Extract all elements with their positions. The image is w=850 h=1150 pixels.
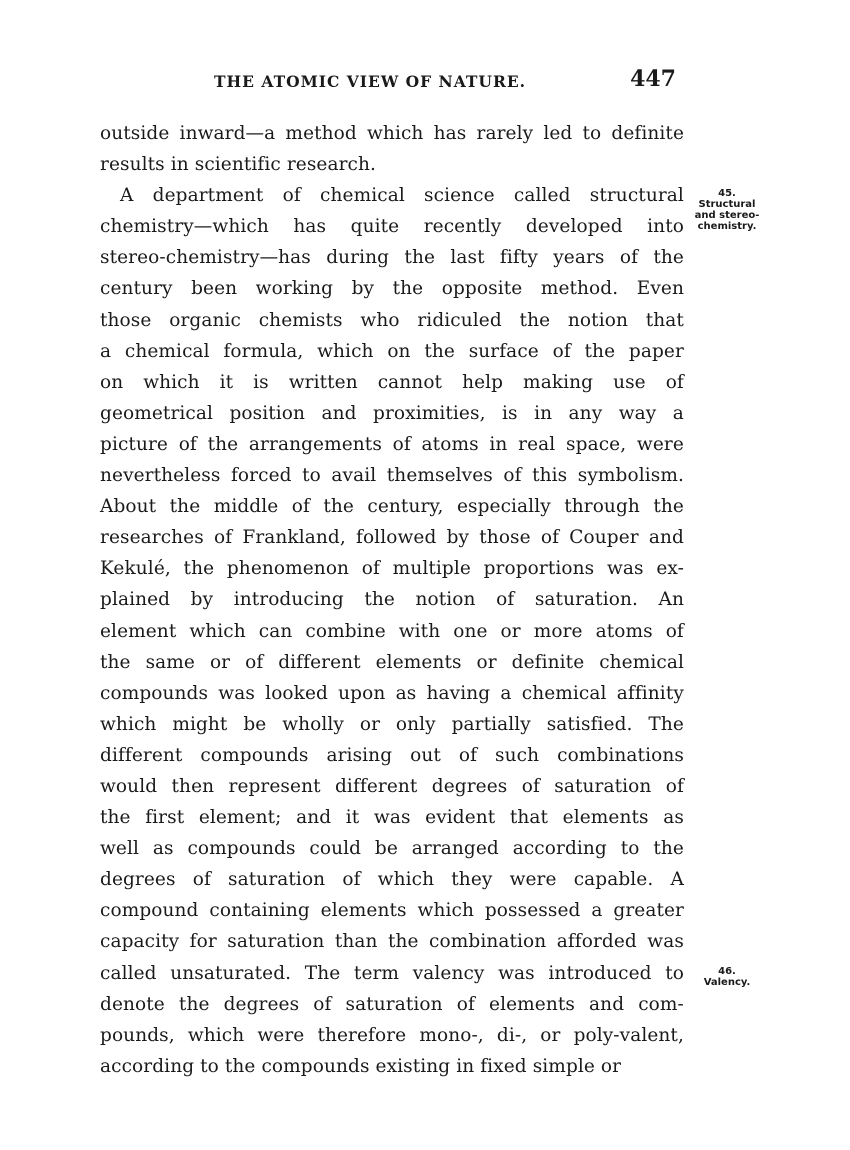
margin-note-line: chemistry. [697, 221, 757, 232]
text-line: pounds, which were therefore mono-, di-, or poly-valent, [100, 1024, 684, 1046]
text-line: would then represent different degrees of saturation of [100, 775, 684, 797]
margin-note-number: 46. [718, 966, 736, 977]
text-line: century been working by the opposite method. Even [100, 278, 684, 300]
text-line: which might be wholly or only partially satisfied. The [100, 713, 684, 735]
margin-note-structural-chemistry [686, 188, 768, 232]
text-line: compound containing elements which possessed a greater [100, 900, 684, 922]
text-line: stereo-chemistry—has during the last fifty years of the [100, 247, 684, 269]
page-number: 447 [630, 66, 676, 92]
text-line: element which can combine with one or more atoms of [100, 620, 684, 642]
text-line: compounds was looked upon as having a chemical affinity [100, 682, 684, 704]
margin-note-valency [686, 966, 768, 988]
margin-note-line: and stereo- [694, 210, 760, 221]
body-text [100, 118, 684, 1082]
text-line: capacity for saturation than the combination afforded was [100, 931, 684, 953]
text-line: chemistry—which has quite recently developed into [100, 216, 684, 238]
running-title: THE ATOMIC VIEW OF NATURE. [214, 72, 527, 91]
text-line: nevertheless forced to avail themselves of this symbolism. [100, 465, 684, 487]
text-line: well as compounds could be arranged according to the [100, 838, 684, 860]
text-line: a chemical formula, which on the surface of the paper [100, 340, 684, 362]
text-line: A department of chemical science called structural [120, 185, 684, 207]
text-line: About the middle of the century, especially through the [100, 496, 684, 518]
text-line: outside inward—a method which has rarely led to definite [100, 123, 684, 144]
text-line: denote the degrees of saturation of elements and com- [100, 993, 684, 1015]
text-line: the first element; and it was evident that elements as [100, 807, 684, 829]
text-line: picture of the arrangements of atoms in real space, were [100, 433, 684, 455]
text-line: called unsaturated. The term valency was introduced to [100, 962, 684, 984]
text-line: researches of Frankland, followed by those of Couper and [100, 527, 684, 549]
margin-note-number: 45. [718, 188, 736, 199]
text-line: geometrical position and proximities, is in any way a [100, 402, 684, 424]
text-line: degrees of saturation of which they were capable. A [100, 869, 684, 891]
margin-note-line: Valency. [703, 977, 751, 988]
text-line: plained by introducing the notion of saturation. An [100, 589, 684, 611]
text-line: different compounds arising out of such combinations [100, 744, 684, 766]
text-line: results in scientific research. [100, 154, 376, 176]
text-line: on which it is written cannot help making use of [100, 371, 684, 393]
text-line: those organic chemists who ridiculed the notion that [100, 309, 684, 331]
margin-note-line: Structural [698, 199, 756, 210]
running-head [100, 66, 684, 96]
text-line: the same or of different elements or definite chemical [100, 651, 684, 673]
text-line: according to the compounds existing in fixed simple or [100, 1055, 622, 1077]
text-line: Kekulé, the phenomenon of multiple proportions was ex- [100, 558, 684, 580]
